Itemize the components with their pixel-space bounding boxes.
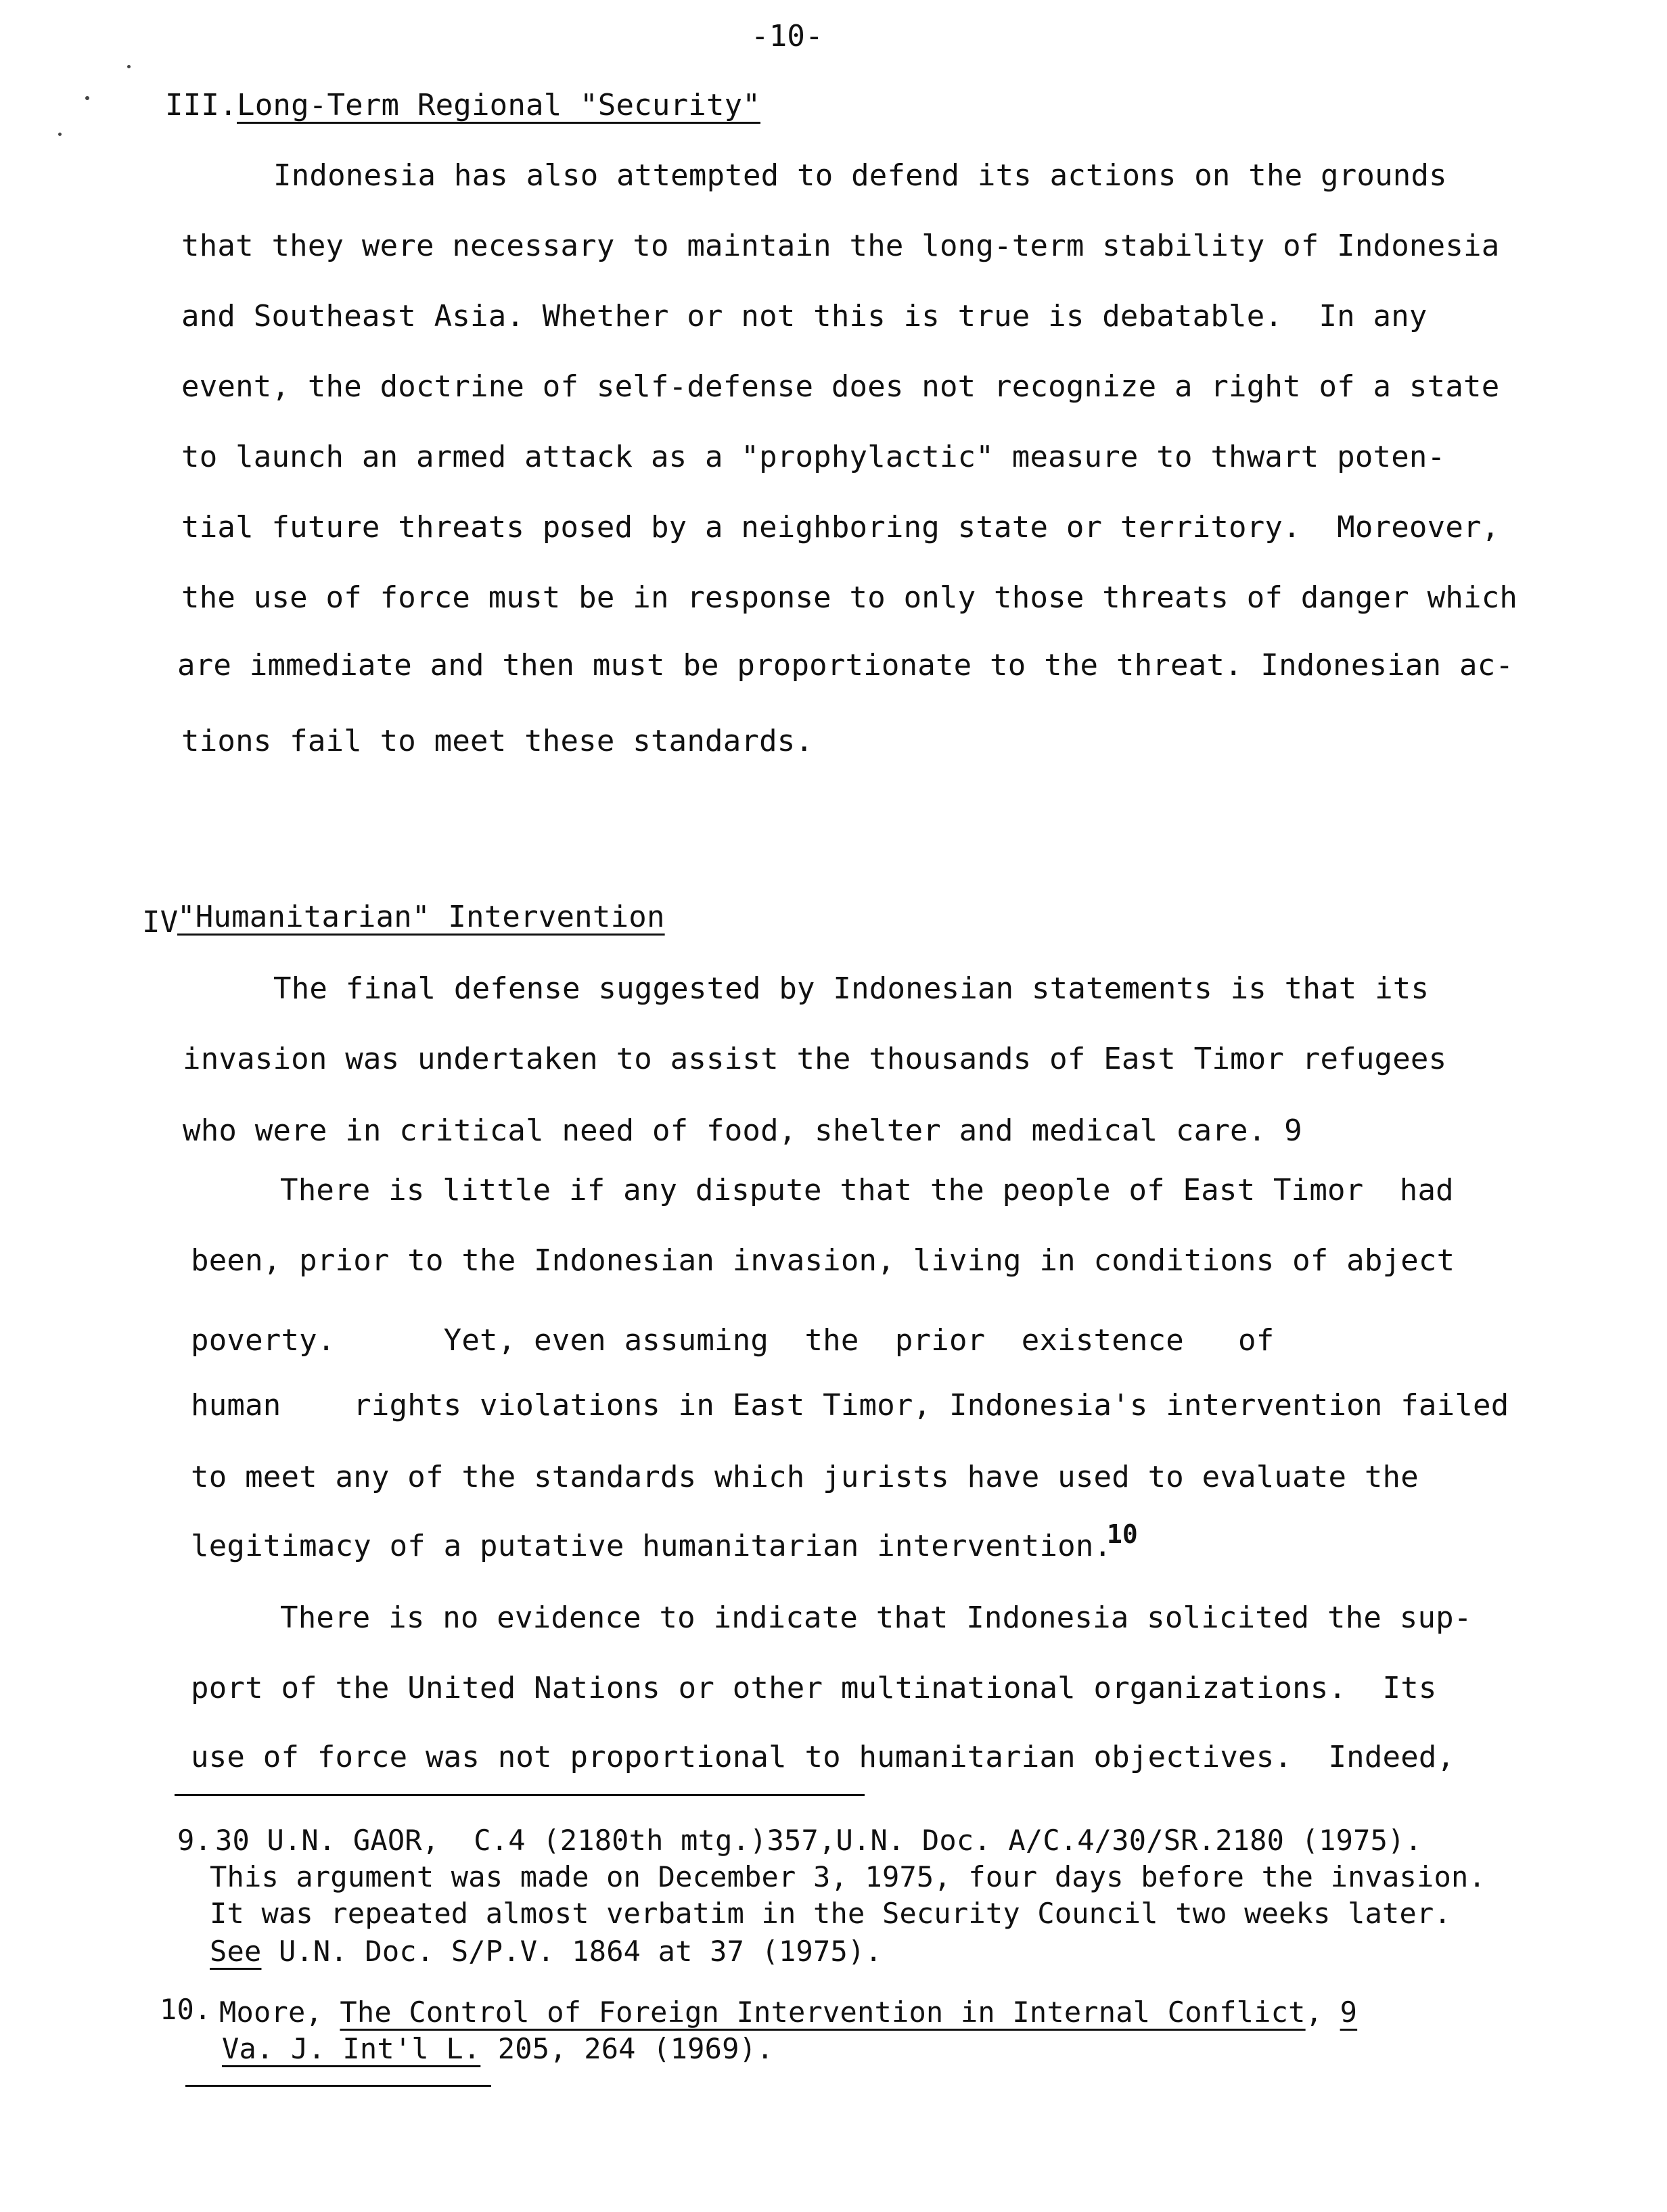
paragraph-line: port of the United Nations or other multinational organizations. Its: [191, 1671, 1437, 1705]
footnote-line: [222, 2032, 774, 2065]
section-3-numeral: III.: [165, 88, 237, 122]
section-3-heading: Long-Term Regional "Security": [237, 88, 761, 122]
scan-speck: [127, 65, 131, 68]
paragraph-line: to launch an armed attack as a "prophylactic" measure to thwart poten-: [181, 440, 1446, 474]
citation-text: 205, 264 (1969).: [480, 2032, 774, 2065]
paragraph-line: poverty. Yet, even assuming the prior existence of: [191, 1323, 1275, 1358]
paragraph-line: legitimacy of a putative humanitarian intervention.: [191, 1529, 1112, 1563]
paragraph-line: tial future threats posed by a neighboring state or territory. Moreover,: [181, 510, 1500, 545]
scan-speck: [85, 96, 89, 100]
paragraph-line: use of force was not proportional to humanitarian objectives. Indeed,: [191, 1740, 1455, 1774]
footnote-line: This argument was made on December 3, 1975, four days before the invasion.: [210, 1860, 1486, 1893]
footnote-line: [219, 1998, 1357, 2027]
paragraph-line: the use of force must be in response to only those threats of danger which: [181, 580, 1518, 615]
citation-journal: Va. J. Int'l L.: [222, 2032, 481, 2065]
paragraph-line: There is little if any dispute that the people of East Timor had: [280, 1173, 1454, 1207]
citation-text: ,: [1305, 1996, 1340, 2029]
citation-text: U.N. Doc. S/P.V. 1864 at 37 (1975).: [261, 1935, 882, 1968]
scan-speck: [58, 133, 62, 136]
paragraph-line: who were in critical need of food, shelter and medical care. 9: [183, 1113, 1302, 1148]
section-4-heading: "Humanitarian" Intervention: [177, 900, 665, 934]
citation-volume: 9: [1340, 1996, 1358, 2029]
footnote-separator: [175, 1794, 865, 1796]
citation-title: The Control of Foreign Intervention in Internal Conflict: [340, 1996, 1306, 2029]
paragraph-line: There is no evidence to indicate that Indonesia solicited the sup-: [280, 1600, 1472, 1635]
footnote-line: 30 U.N. GAOR, C.4 (2180th mtg.)357,U.N. Doc. A/C.4/30/SR.2180 (1975).: [215, 1824, 1423, 1857]
citation-author: Moore,: [219, 1996, 340, 2029]
paragraph-line: event, the doctrine of self-defense does not recognize a right of a state: [181, 369, 1500, 404]
citation-signal: See: [210, 1935, 262, 1968]
footnote-marker: 9.: [177, 1824, 212, 1857]
footnote-end-rule: [185, 2085, 491, 2087]
section-4-numeral: IV: [142, 905, 179, 940]
footnote-line: [210, 1937, 882, 1966]
footnote-line: It was repeated almost verbatim in the Security Council two weeks later.: [210, 1897, 1452, 1930]
paragraph-line: tions fail to meet these standards.: [181, 724, 814, 758]
paragraph-line: invasion was undertaken to assist the thousands of East Timor refugees: [183, 1042, 1447, 1076]
paragraph-line: human rights violations in East Timor, Indonesia's intervention failed: [191, 1388, 1509, 1423]
paragraph-line: to meet any of the standards which jurists have used to evaluate the: [191, 1460, 1419, 1494]
footnote-ref-10[interactable]: 10: [1107, 1519, 1138, 1549]
footnote-marker: 10.: [160, 1993, 212, 2026]
paragraph-line: been, prior to the Indonesian invasion, living in conditions of abject: [191, 1243, 1455, 1278]
page-number: -10-: [751, 19, 823, 53]
paragraph-line: are immediate and then must be proportionate to the threat. Indonesian ac-: [177, 648, 1514, 683]
paragraph-line: that they were necessary to maintain the long-term stability of Indonesia: [181, 229, 1500, 263]
paragraph-line: Indonesia has also attempted to defend its actions on the grounds: [273, 158, 1447, 193]
paragraph-line: The final defense suggested by Indonesian statements is that its: [273, 971, 1430, 1006]
paragraph-line: and Southeast Asia. Whether or not this is true is debatable. In any: [181, 299, 1428, 333]
